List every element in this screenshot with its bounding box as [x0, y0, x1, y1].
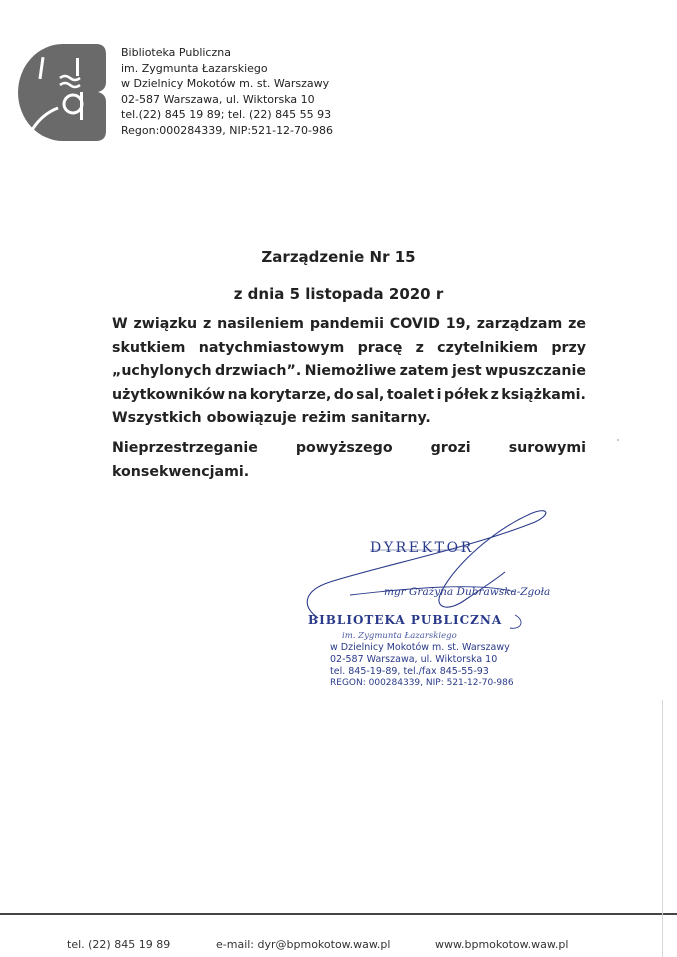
header-line: w Dzielnicy Mokotów m. st. Warszawy [121, 77, 330, 91]
document-date: z dnia 5 listopada 2020 r [233, 285, 444, 303]
footer-email: e-mail: dyr@bpmokotow.waw.pl [216, 938, 391, 951]
word: książkami. [501, 386, 586, 403]
word: związku [133, 316, 198, 332]
word: zarządzam [476, 316, 563, 332]
justified-line [112, 337, 586, 361]
word: powyższego [295, 440, 393, 456]
word: czytelnikiem [437, 339, 539, 356]
word: z [202, 316, 212, 332]
paragraph-last-line: konsekwencjami. [112, 463, 250, 480]
word: „uchylonych [112, 363, 212, 379]
word: natychmiastowym [198, 339, 345, 356]
stamp-ids: REGON: 000284339, NIP: 521-12-70-986 [330, 678, 514, 688]
library-header [121, 45, 333, 139]
word: pandemii [309, 316, 384, 332]
stamp-phones: tel. 845-19-89, tel./fax 845-55-93 [330, 666, 489, 677]
footer-divider [0, 913, 677, 915]
stamp-library: BIBLIOTEKA PUBLICZNA [308, 613, 503, 627]
word: W [112, 316, 128, 332]
justified-line [112, 437, 586, 461]
word: jest [451, 363, 482, 379]
justified-line [112, 384, 586, 408]
justified-line [112, 360, 586, 384]
word: toalet [386, 386, 435, 403]
word: z [415, 339, 424, 356]
word: ze [568, 316, 586, 332]
word: użytkowników [112, 386, 226, 403]
director-stamp [290, 500, 560, 715]
word: 19, [445, 316, 471, 332]
word: Nieprzestrzeganie [112, 440, 258, 456]
word: wpuszczanie [485, 363, 586, 379]
header-line: Biblioteka Publiczna [121, 46, 231, 59]
stamp-address: 02-587 Warszawa, ul. Wiktorska 10 [330, 654, 498, 665]
header-line: Regon:000284339, NIP:521-12-70-986 [121, 123, 333, 137]
word: zatem [399, 363, 449, 379]
stamp-person: mgr Grażyna Dubrawska-Zgoła [384, 586, 551, 598]
word: sal, [356, 386, 385, 403]
word: COVID [389, 316, 440, 332]
word: Niemożliwe [304, 363, 397, 379]
header-line: 02-587 Warszawa, ul. Wiktorska 10 [121, 92, 315, 106]
word: grozi [430, 440, 471, 456]
scan-speck [617, 439, 619, 441]
word: pracę [357, 339, 403, 356]
footer-phone: tel. (22) 845 19 89 [67, 938, 171, 951]
header-line: im. Zygmunta Łazarskiego [121, 61, 268, 75]
word: półek [443, 386, 489, 403]
word: skutkiem [112, 339, 186, 356]
stamp-title: DYREKTOR [370, 540, 474, 556]
scan-edge-line [662, 700, 663, 957]
word: surowymi [508, 440, 586, 456]
footer-website: www.bpmokotow.waw.pl [435, 938, 569, 951]
stamp-district: w Dzielnicy Mokotów m. st. Warszawy [330, 642, 510, 653]
paragraph-1 [112, 313, 586, 431]
word: na [227, 386, 248, 403]
justified-line [112, 313, 586, 337]
document-title: Zarządzenie Nr 15 [261, 248, 416, 266]
word: korytarze, [249, 386, 332, 403]
paragraph-last-line: Wszystkich obowiązuje reżim sanitarny. [112, 410, 431, 426]
word: i [436, 386, 442, 403]
word: nasileniem [217, 316, 304, 332]
paragraph-2 [112, 437, 586, 484]
stamp-patron: im. Zygmunta Łazarskiego [342, 631, 457, 641]
word: z [490, 386, 499, 403]
word: do [333, 386, 354, 403]
word: drzwiach”. [215, 363, 302, 379]
library-logo-icon [18, 44, 108, 141]
header-line: tel.(22) 845 19 89; tel. (22) 845 55 93 [121, 108, 332, 122]
word: przy [551, 339, 586, 356]
